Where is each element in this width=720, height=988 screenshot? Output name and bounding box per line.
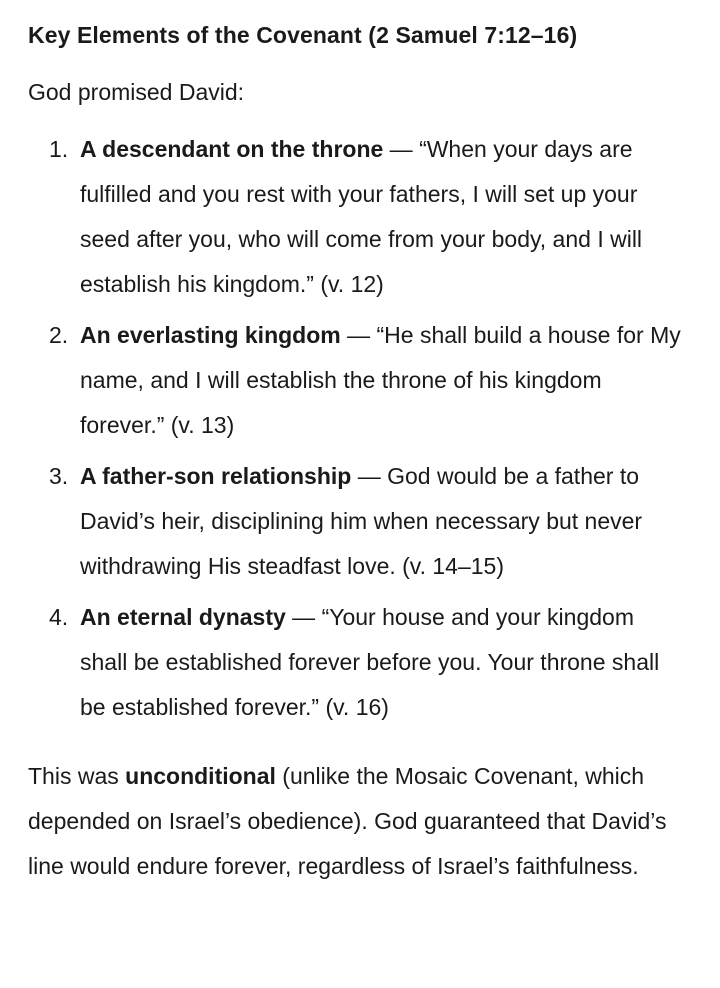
list-item	[28, 461, 692, 589]
list-item-dash: —	[383, 136, 420, 162]
covenant-elements-list	[28, 134, 692, 730]
list-item	[28, 134, 692, 307]
list-item	[28, 602, 692, 730]
list-item-title: An everlasting kingdom	[80, 322, 341, 348]
list-item-body	[80, 313, 692, 448]
list-item-number: 4.	[49, 604, 69, 630]
list-item-number: 3.	[49, 463, 69, 489]
intro-text: God promised David:	[28, 79, 245, 105]
section-heading: Key Elements of the Covenant (2 Samuel 7:12–16)	[28, 22, 578, 48]
list-item-dash: —	[351, 463, 388, 489]
list-item-body	[80, 454, 692, 589]
list-item-title: An eternal dynasty	[80, 604, 286, 630]
list-item-body	[80, 595, 692, 730]
list-item-number: 1.	[49, 136, 69, 162]
list-item-text: “Your house and your kingdom shall be established forever before you. Your throne shall be established forever.” (v. 16)	[80, 604, 660, 720]
list-item-dash: —	[285, 604, 322, 630]
closing-text-after: (unlike the Mosaic Covenant, which depended on Israel’s obedience). God guaranteed that David’s line would endure forever, regardless of Israel’s faithfulness.	[28, 763, 667, 879]
closing-paragraph	[28, 754, 692, 889]
list-item-text: “He shall build a house for My name, and I will establish the throne of his kingdom forever.” (v. 13)	[80, 322, 681, 438]
list-item-number: 2.	[49, 322, 69, 348]
list-item-body	[80, 127, 692, 307]
closing-emphasis: unconditional	[125, 763, 276, 789]
list-item-text: “When your days are fulfilled and you rest with your fathers, I will set up your seed after you, who will come from your body, and I will establish his kingdom.” (v. 12)	[80, 136, 643, 297]
list-item-title: A father-son relationship	[80, 463, 352, 489]
list-item-text: God would be a father to David’s heir, disciplining him when necessary but never withdrawing His steadfast love. (v. 14–15)	[80, 463, 643, 579]
list-item	[28, 320, 692, 448]
list-item-dash: —	[340, 322, 377, 348]
list-item-title: A descendant on the throne	[80, 136, 384, 162]
closing-text-before: This was	[28, 763, 126, 789]
